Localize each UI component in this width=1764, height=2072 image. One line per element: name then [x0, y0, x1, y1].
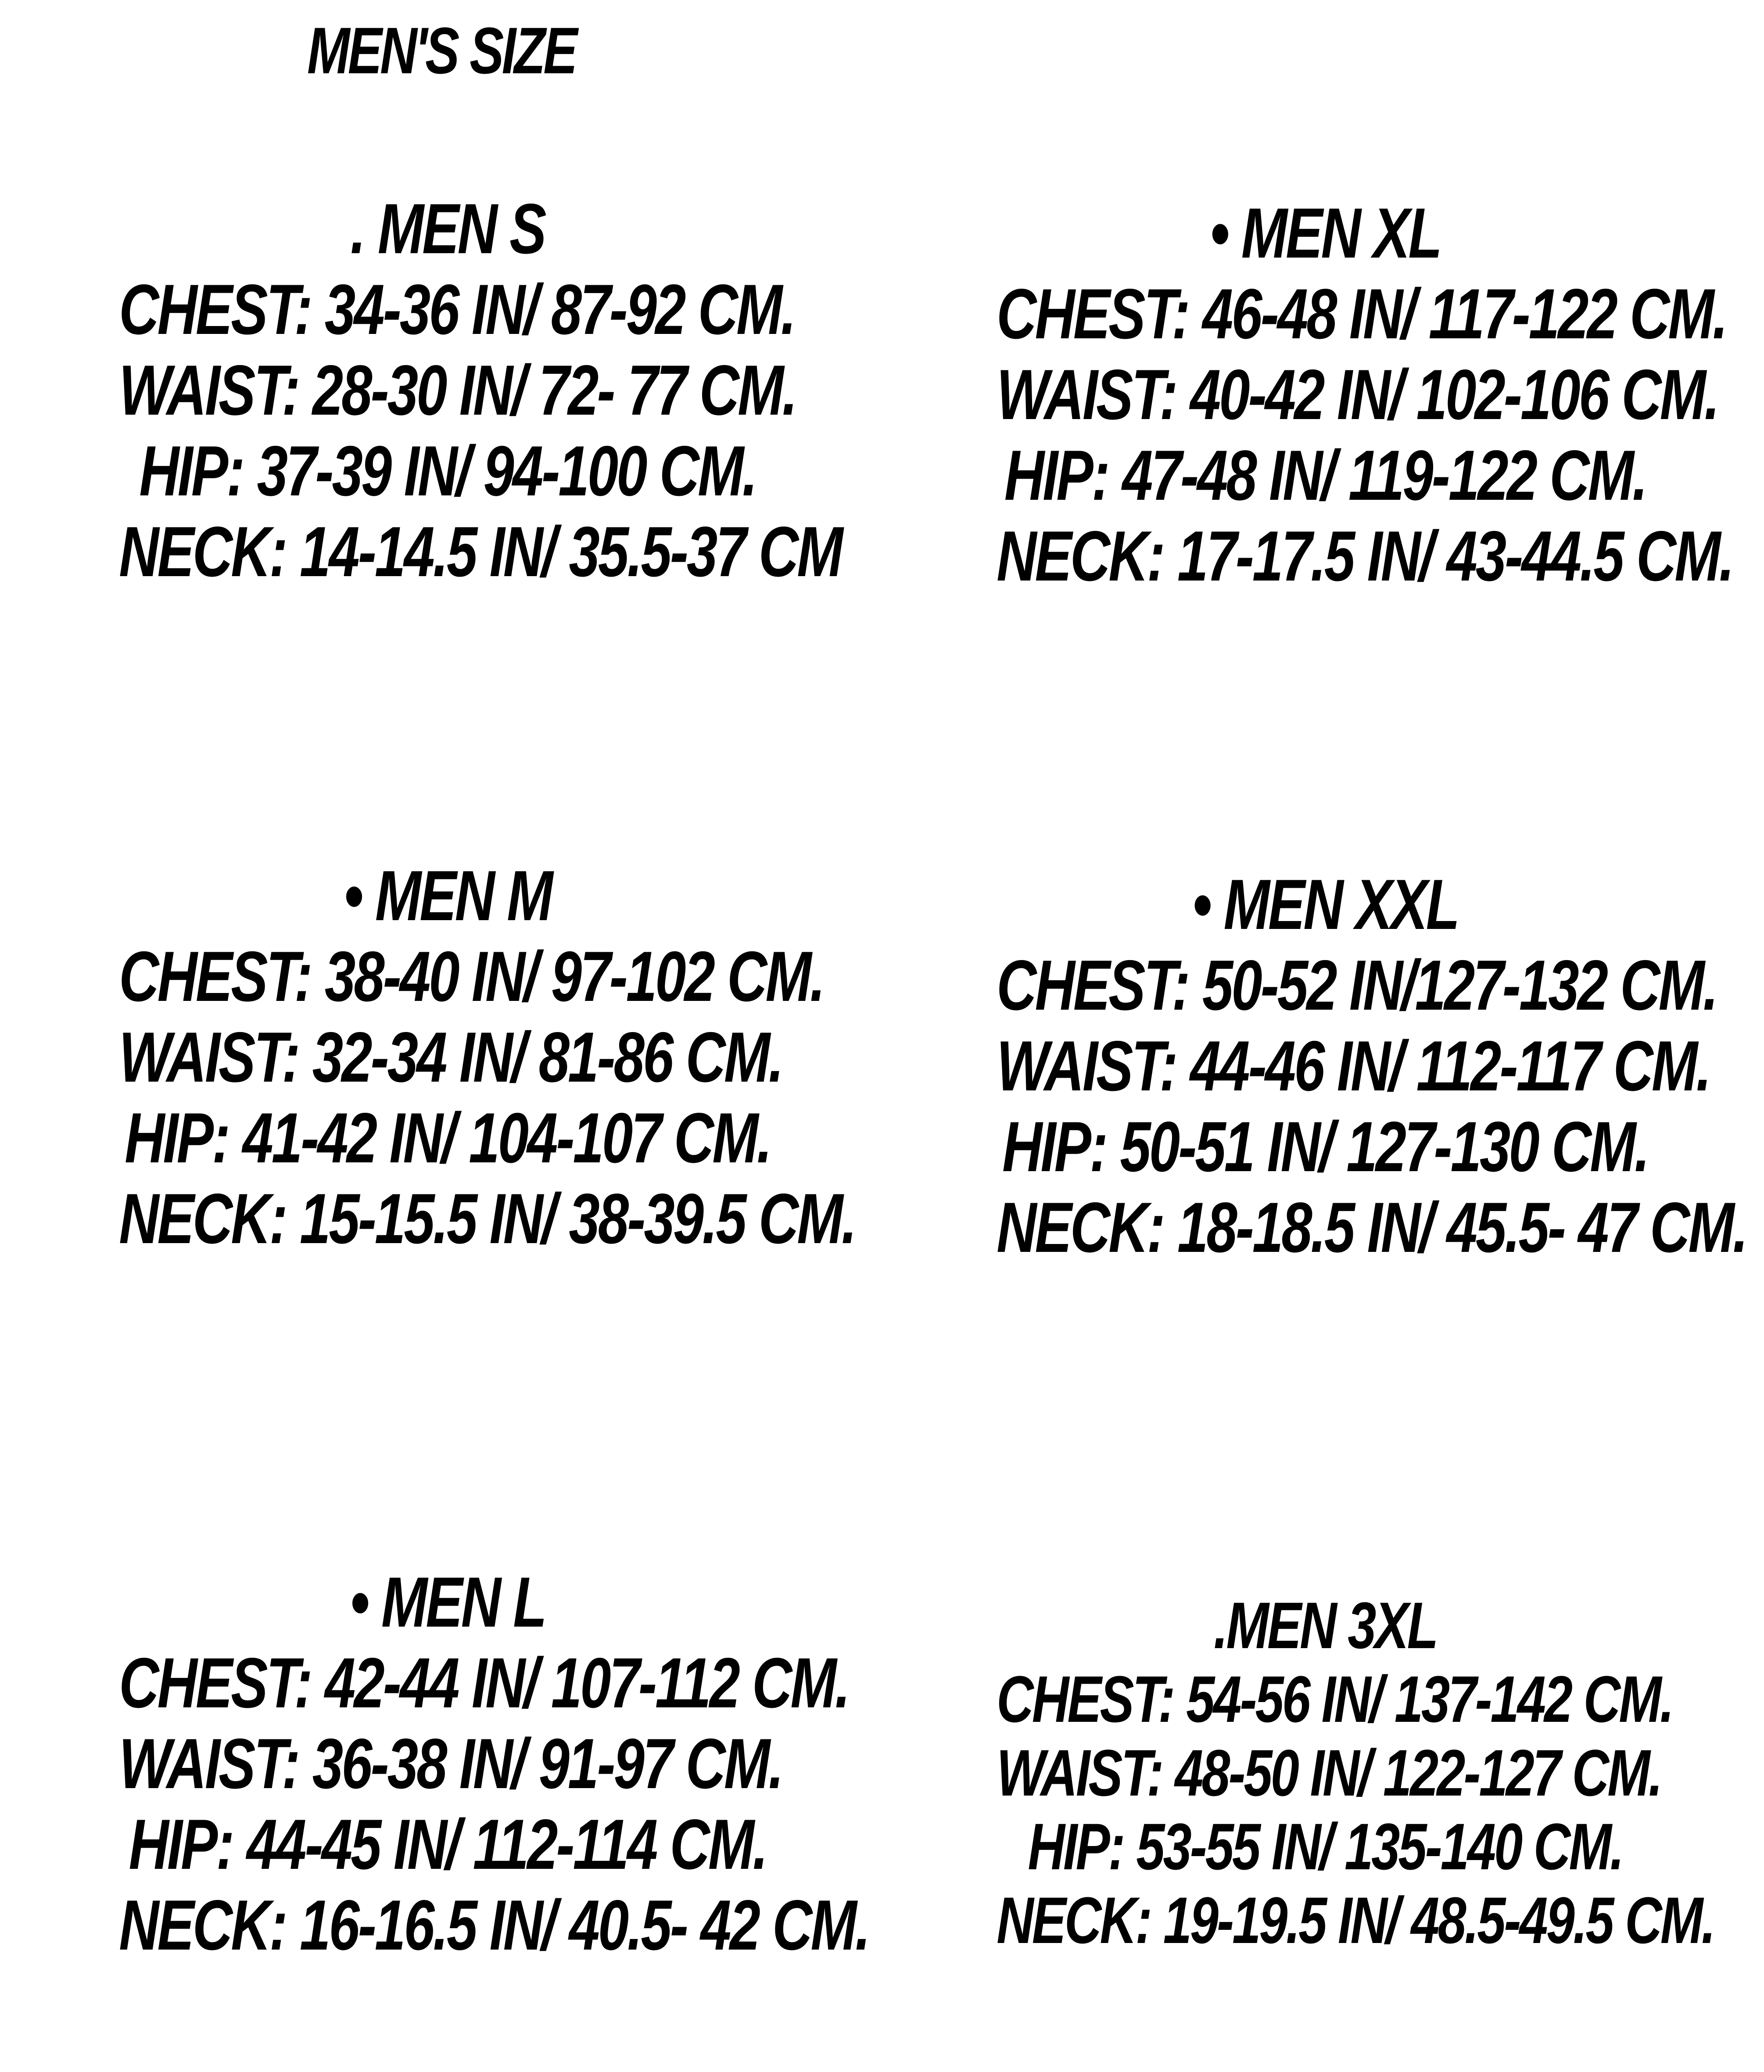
chest-measurement: CHEST: 34-36 IN/ 87-92 CM.: [119, 270, 795, 349]
page-title: MEN'S SIZE: [307, 14, 576, 87]
size-block-men-xxl: [904, 864, 1746, 1268]
size-block-men-l: [26, 1562, 869, 1966]
waist-measurement: WAIST: 32-34 IN/ 81-86 CM.: [119, 1018, 782, 1097]
waist-measurement: WAIST: 36-38 IN/ 91-97 CM.: [119, 1724, 782, 1803]
hip-measurement: HIP: 37-39 IN/ 94-100 CM.: [139, 431, 756, 511]
neck-measurement: NECK: 14-14.5 IN/ 35.5-37 CM: [119, 512, 842, 591]
hip-measurement: HIP: 41-42 IN/ 104-107 CM.: [125, 1098, 771, 1178]
chest-measurement: CHEST: 38-40 IN/ 97-102 CM.: [119, 937, 824, 1016]
hip-measurement: HIP: 44-45 IN/ 112-114 CM.: [129, 1805, 767, 1884]
waist-measurement: WAIST: 48-50 IN/ 122-127 CM.: [997, 1736, 1661, 1810]
neck-measurement: NECK: 15-15.5 IN/ 38-39.5 CM.: [119, 1179, 855, 1258]
hip-measurement: HIP: 47-48 IN/ 119-122 CM.: [1004, 436, 1646, 515]
size-heading: • MEN XXL: [1192, 865, 1458, 944]
chest-measurement: CHEST: 54-56 IN/ 137-142 CM.: [997, 1662, 1673, 1736]
chest-measurement: CHEST: 46-48 IN/ 117-122 CM.: [997, 274, 1727, 354]
waist-measurement: WAIST: 44-46 IN/ 112-117 CM.: [997, 1026, 1710, 1106]
size-block-men-3xl: [904, 1588, 1746, 1957]
neck-measurement: NECK: 16-16.5 IN/ 40.5- 42 CM.: [119, 1886, 869, 1965]
size-heading: . MEN S: [350, 189, 545, 269]
chest-measurement: CHEST: 50-52 IN/127-132 CM.: [997, 946, 1717, 1025]
waist-measurement: WAIST: 40-42 IN/ 102-106 CM.: [997, 355, 1718, 434]
size-heading: • MEN M: [344, 856, 552, 936]
neck-measurement: NECK: 17-17.5 IN/ 43-44.5 CM.: [997, 516, 1733, 596]
size-block-men-xl: [904, 193, 1746, 597]
hip-measurement: HIP: 50-51 IN/ 127-130 CM.: [1002, 1107, 1648, 1187]
neck-measurement: NECK: 19-19.5 IN/ 48.5-49.5 CM.: [997, 1883, 1714, 1957]
size-heading: • MEN L: [350, 1563, 545, 1642]
size-heading: • MEN XL: [1210, 194, 1441, 273]
hip-measurement: HIP: 53-55 IN/ 135-140 CM.: [1028, 1810, 1623, 1883]
size-block-men-s: [26, 189, 869, 592]
size-block-men-m: [26, 856, 869, 1259]
neck-measurement: NECK: 18-18.5 IN/ 45.5- 47 CM.: [997, 1188, 1747, 1267]
chest-measurement: CHEST: 42-44 IN/ 107-112 CM.: [119, 1643, 849, 1723]
waist-measurement: WAIST: 28-30 IN/ 72- 77 CM.: [119, 351, 796, 430]
size-heading: .MEN 3XL: [1213, 1588, 1437, 1662]
